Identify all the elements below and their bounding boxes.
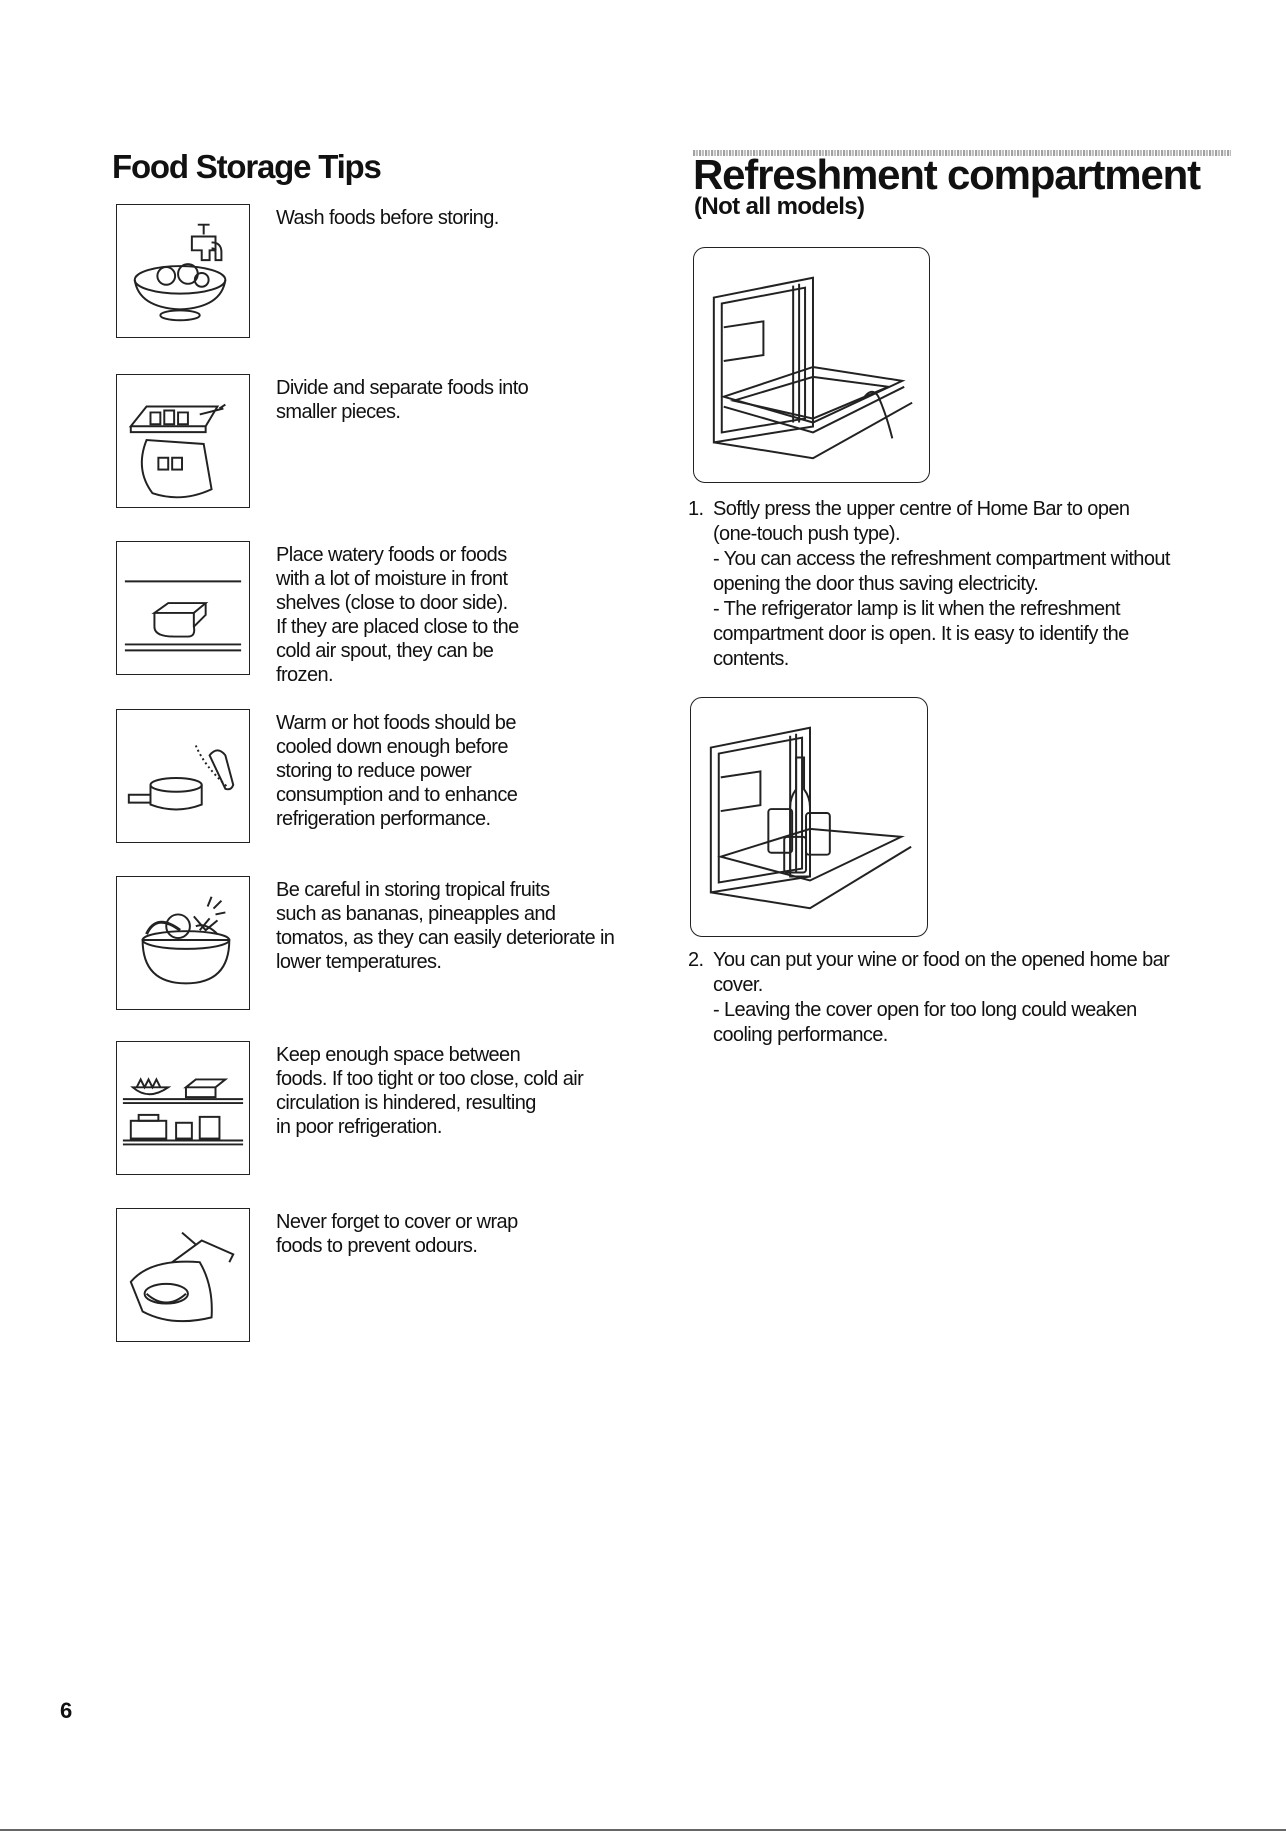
page-title: Food Storage Tips [112,148,381,185]
section-subtitle: (Not all models) [694,193,865,220]
tip-item [112,876,672,1016]
spaced-shelf-icon [116,1041,250,1175]
step-main-text: You can put your wine or food on the opened home bar cover. [713,949,1170,996]
step-number: 1. [688,498,704,520]
wrap-food-icon [116,1208,250,1342]
cutting-board-icon [116,374,250,508]
tip-text: Place watery foods or foods with a lot of moisture in front shelves (close to door side). If they are placed close to the cold air spout, they can be frozen. [276,544,519,686]
tip-text: Keep enough space between foods. If too tight or too close, cold air circulation is hindered, resulting in poor refrigeration. [276,1044,584,1138]
scan-edge-line [0,1829,1286,1831]
tip-text: Divide and separate foods into smaller pieces. [276,377,529,423]
tip-text: Be careful in storing tropical fruits such as bananas, pineapples and tomatos, as they can easily deteriorate in lower temperatures. [276,879,615,973]
step-2 [688,948,1248,1048]
home-bar-bottles-illustration [690,697,928,937]
tip-item [112,204,672,344]
step-sub-text: - You can access the refreshment compartment without opening the door thus saving electricity. [713,548,1170,595]
step-1 [688,497,1248,672]
home-bar-open-illustration [693,247,930,483]
tip-item [112,541,672,686]
tip-text: Never forget to cover or wrap foods to prevent odours. [276,1211,518,1257]
section-title: Refreshment compartment [693,151,1200,198]
tip-text: Warm or hot foods should be cooled down enough before storing to reduce power consumption and to enhance refrigeration performance. [276,712,518,830]
hot-pan-icon [116,709,250,843]
step-sub-text: - Leaving the cover open for too long could weaken cooling performance. [713,999,1137,1046]
tip-item [112,1041,672,1181]
tip-item [112,374,672,514]
washing-bowl-icon [116,204,250,338]
page-number: 6 [60,1698,73,1723]
fruit-bowl-icon [116,876,250,1010]
tip-text: Wash foods before storing. [276,207,499,229]
tip-item [112,709,672,849]
shelf-container-icon [116,541,250,675]
step-main-text: Softly press the upper centre of Home Bar to open (one-touch push type). [713,498,1130,545]
tip-item [112,1208,672,1348]
step-sub-text: - The refrigerator lamp is lit when the refreshment compartment door is open. It is easy to identify the contents. [713,598,1129,670]
step-number: 2. [688,949,704,971]
